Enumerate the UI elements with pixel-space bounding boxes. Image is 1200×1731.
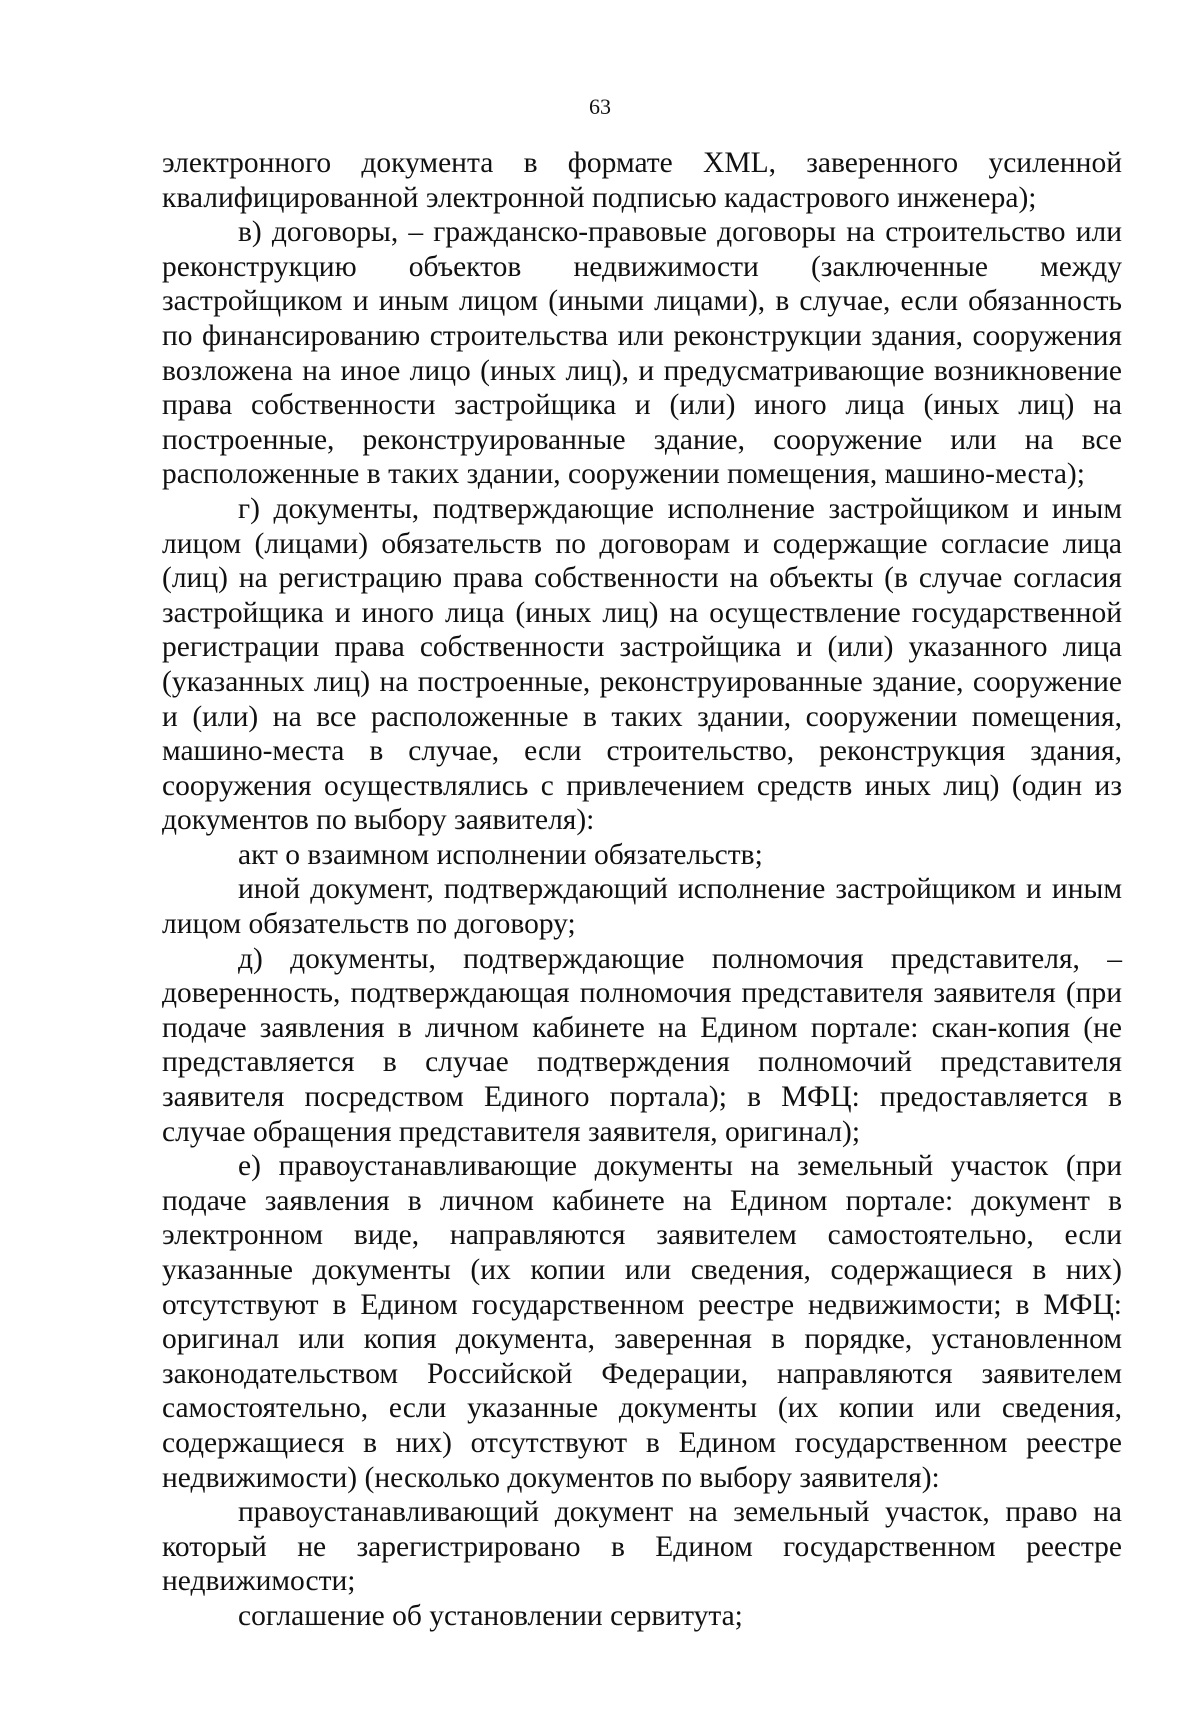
paragraph-v-contracts: в) договоры, – гражданско-правовые договоры на строительство или реконструкцию объектов недвижимости (заключенные между застройщиком и иным лицом (иными лицами), в случае, если обязанность по финансированию строительства или реконструкции здания, сооружения возложена на иное лицо (иных лиц), и предусматривающие возникновение права собственности застройщика и (или) иного лица (иных лиц) на построенные, реконструированные здание, сооружение или на все расположенные в таких здании, сооружении помещения, машино-места);	[162, 216, 1122, 491]
paragraph-e-land-documents: е) правоустанавливающие документы на земельный участок (при подаче заявления в личном кабинете на Едином портале: документ в электронном виде, направляются заявителем самостоятельно, если указанные документы (их копии или сведения, содержащиеся в них) отсутствуют в Едином государственном реестре недвижимости; в МФЦ: оригинал или копия документа, заверенная в порядке, установленном законодательством Российской Федерации, направляются заявителем самостоятельно, если указанные документы (их копии или сведения, содержащиеся в них) отсутствуют в Едином государственном реестре недвижимости) (несколько документов по выбору заявителя):	[162, 1150, 1122, 1494]
paragraph-xml-document: электронного документа в формате XML, заверенного усиленной квалифицированной электронной подписью кадастрового инженера);	[162, 147, 1122, 214]
paragraph-g-obligation-documents: г) документы, подтверждающие исполнение застройщиком и иным лицом (лицами) обязательств по договорам и содержащие согласие лица (лиц) на регистрацию права собственности на объекты (в случае согласия застройщика и иного лица (иных лиц) на осуществление государственной регистрации права собственности застройщика и (или) указанного лица (указанных лиц) на построенные, реконструированные здание, сооружение и (или) на все расположенные в таких здании, сооружении помещения, машино-места в случае, если строительство, реконструкция здания, сооружения осуществлялись с привлечением средств иных лиц) (один из документов по выбору заявителя):	[162, 492, 1122, 837]
paragraph-land-title-document: правоустанавливающий документ на земельный участок, право на который не зарегистрировано в Едином государственном реестре недвижимости;	[162, 1496, 1122, 1598]
paragraph-mutual-act: акт о взаимном исполнении обязательств;	[238, 838, 763, 871]
document-body	[162, 146, 1122, 1634]
paragraph-servitude-agreement: соглашение об установлении сервитута;	[238, 1599, 743, 1632]
paragraph-d-representative: д) документы, подтверждающие полномочия представителя, – доверенность, подтверждающая полномочия представителя заявителя (при подаче заявления в личном кабинете на Едином портале: скан-копия (не представляется в случае подтверждения полномочий представителя заявителя посредством Единого портала); в МФЦ: предоставляется в случае обращения представителя заявителя, оригинал);	[162, 942, 1122, 1148]
page-number: 63	[589, 94, 611, 119]
paragraph-other-document: иной документ, подтверждающий исполнение застройщиком и иным лицом обязательств по договору;	[162, 873, 1122, 941]
